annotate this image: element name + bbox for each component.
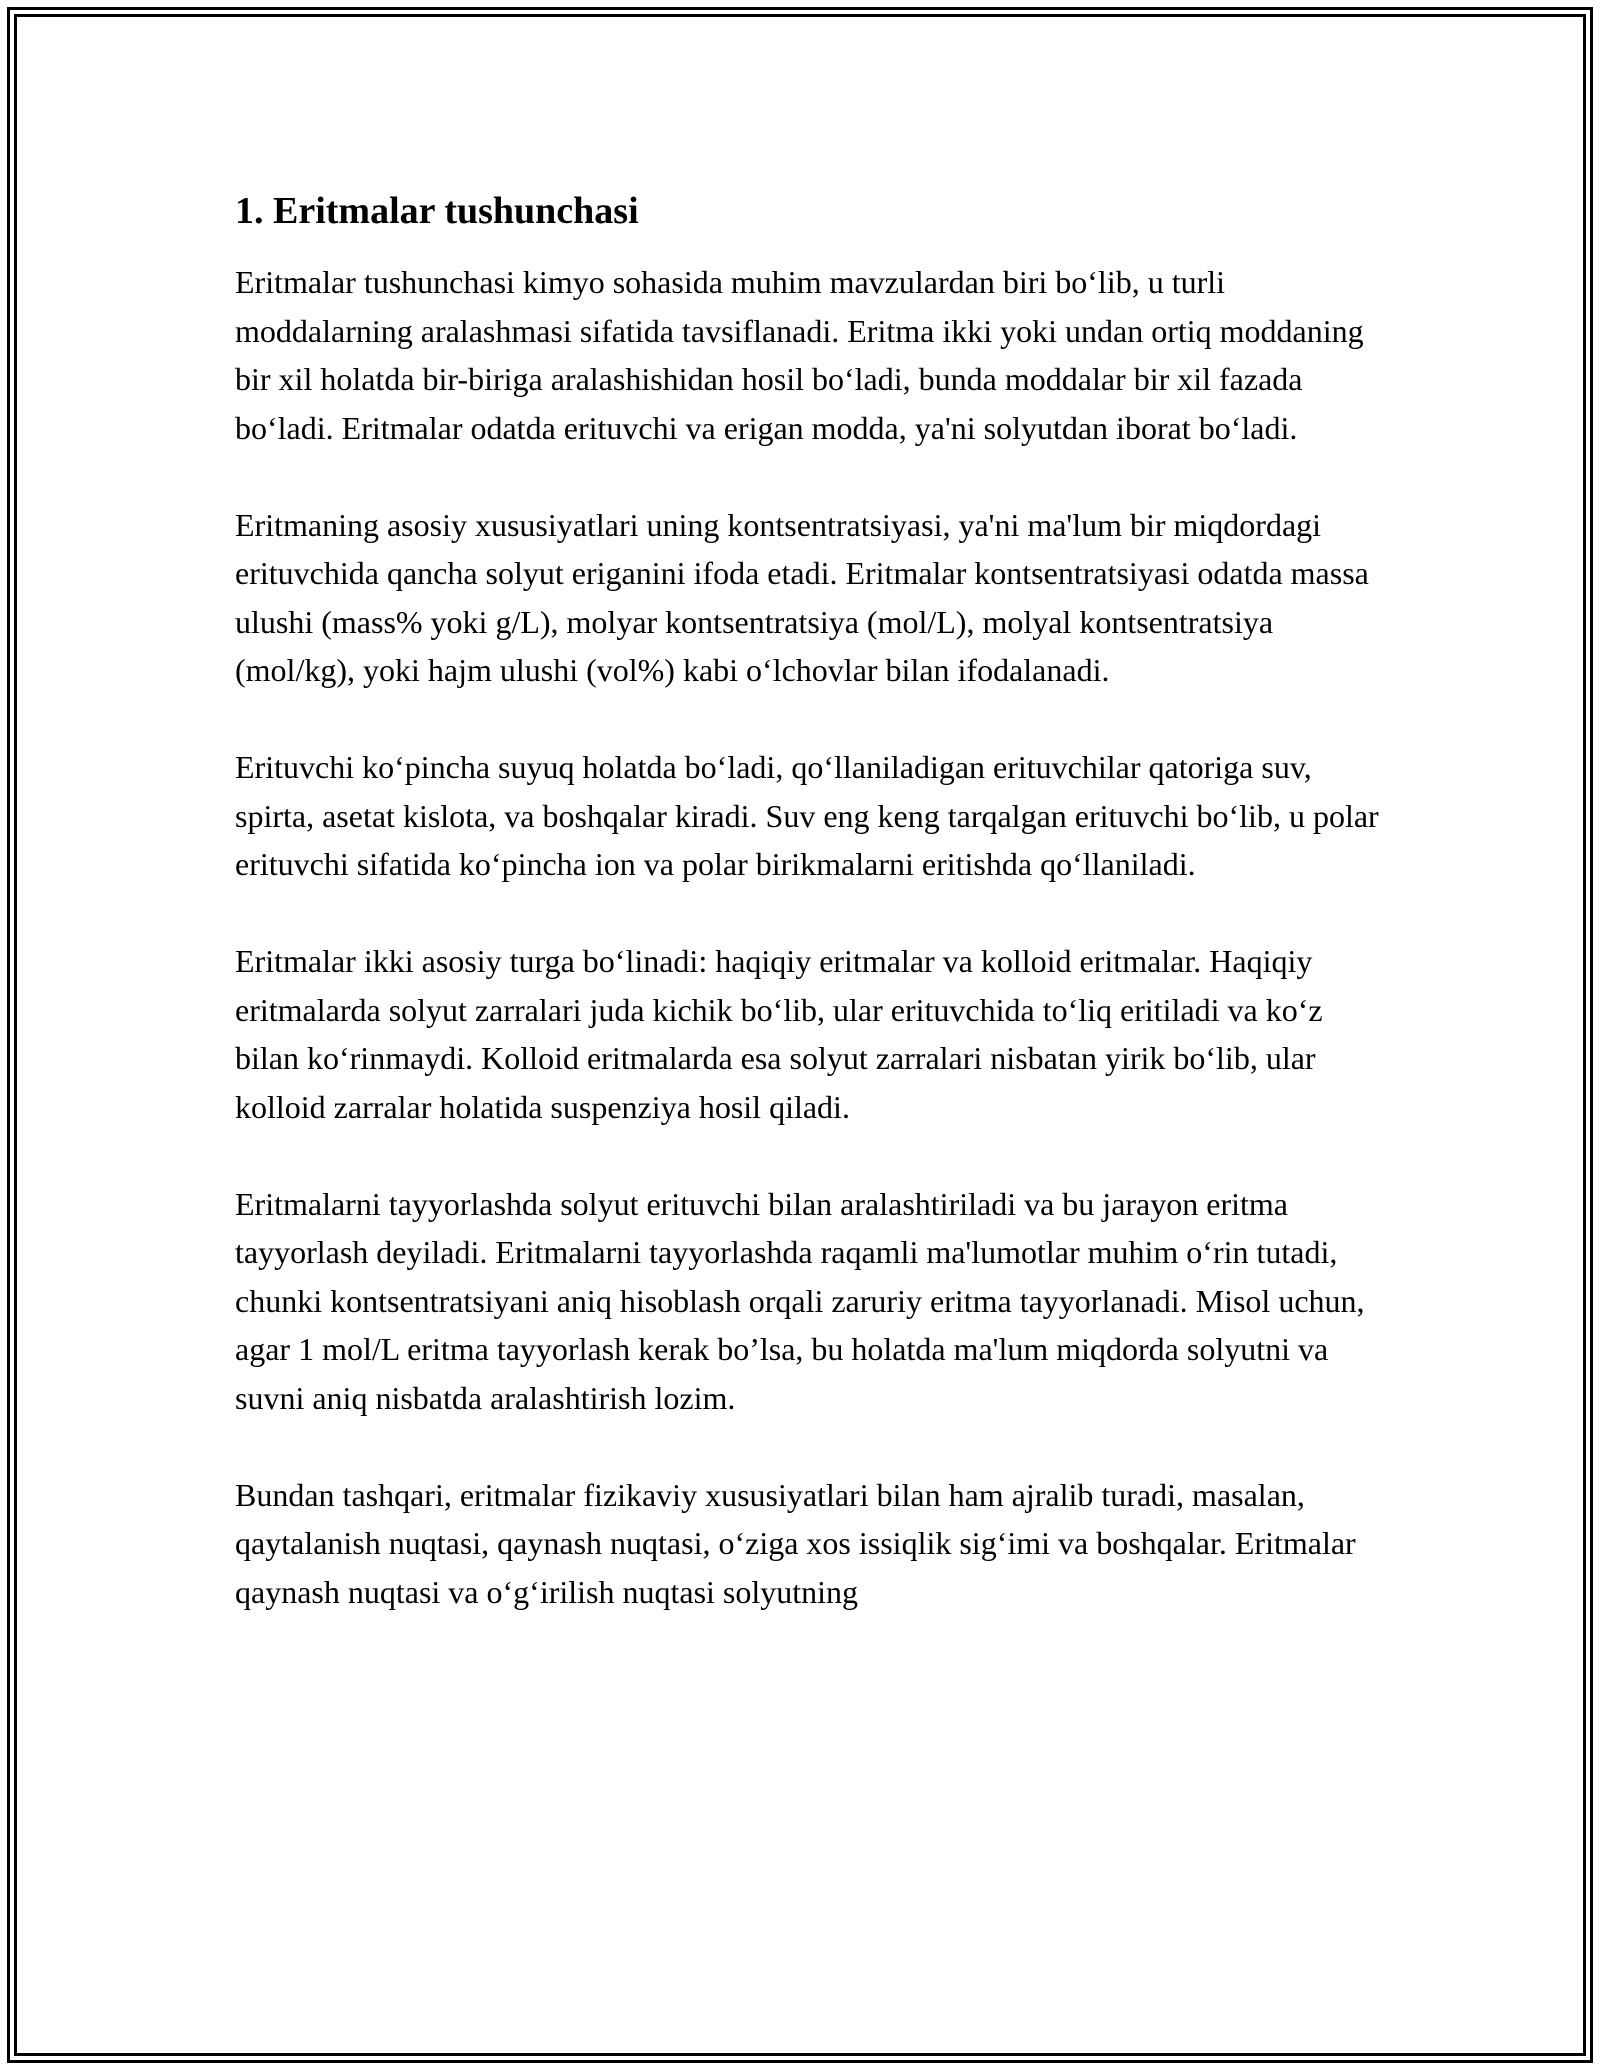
paragraph-5: Eritmalarni tayyorlashda solyut erituvchi bilan aralashtiriladi va bu jarayon eritma tayyorlash deyiladi. Eritmalarni tayyorlashda raqamli ma'lumotlar muhim oʻrin tutadi, chunki kontsentratsiyani aniq hisoblash orqali zaruriy eritma tayyorlanadi. Misol uchun, agar 1 mol/L eritma tayyorlash kerak boʼlsa, bu holatda ma'lum miqdorda solyutni va suvni aniq nisbatda aralashtirish lozim. xyxy=(235,1185,1365,1416)
paragraph-3: Erituvchi koʻpincha suyuq holatda boʻladi, qoʻllaniladigan erituvchilar qatoriga suv, spirta, asetat kislota, va boshqalar kiradi. Suv eng keng tarqalgan erituvchi boʻlib, u polar erituvchi sifatida koʻpincha ion va polar birikmalarni eritishda qoʻllaniladi. xyxy=(235,749,1379,882)
paragraph-6: Bundan tashqari, eritmalar fizikaviy xususiyatlari bilan ham ajralib turadi, masalan, qaytalanish nuqtasi, qaynash nuqtasi, oʻziga xos issiqlik sigʻimi va boshqalar. Eritmalar qaynash nuqtasi va oʻgʻirilish nuqtasi solyutning xyxy=(235,1476,1356,1610)
document-body xyxy=(235,186,1385,1665)
paragraph-4: Eritmalar ikki asosiy turga boʻlinadi: haqiqiy eritmalar va kolloid eritmalar. Haqiqiy eritmalarda solyut zarralari juda kichik boʻlib, ular erituvchida toʻliq eritiladi va koʻz bilan koʻrinmaydi. Kolloid eritmalarda esa solyut zarralari nisbatan yirik boʻlib, ular kolloid zarralar holatida suspenziya hosil qiladi. xyxy=(235,943,1323,1125)
paragraph-1: Eritmalar tushunchasi kimyo sohasida muhim mavzulardan biri boʻlib, u turli moddalarning aralashmasi sifatida tavsiflanadi. Eritma ikki yoki undan ortiq moddaning bir xil holatda bir-biriga aralashishidan hosil boʻladi, bunda moddalar bir xil fazada boʻladi. Eritmalar odatda erituvchi va erigan modda, ya'ni solyutdan iborat boʻladi. xyxy=(235,264,1364,446)
paragraph-2: Eritmaning asosiy xususiyatlari uning kontsentratsiyasi, ya'ni ma'lum bir miqdordagi erituvchida qancha solyut eriganini ifoda etadi. Eritmalar kontsentratsiyasi odatda massa ulushi (mass% yoki g/L), molyar kontsentratsiya (mol/L), molyal kontsentratsiya (mol/kg), yoki hajm ulushi (vol%) kabi oʻlchovlar bilan ifodalanadi. xyxy=(235,506,1369,688)
section-heading: 1. Eritmalar tushunchasi xyxy=(235,190,639,232)
